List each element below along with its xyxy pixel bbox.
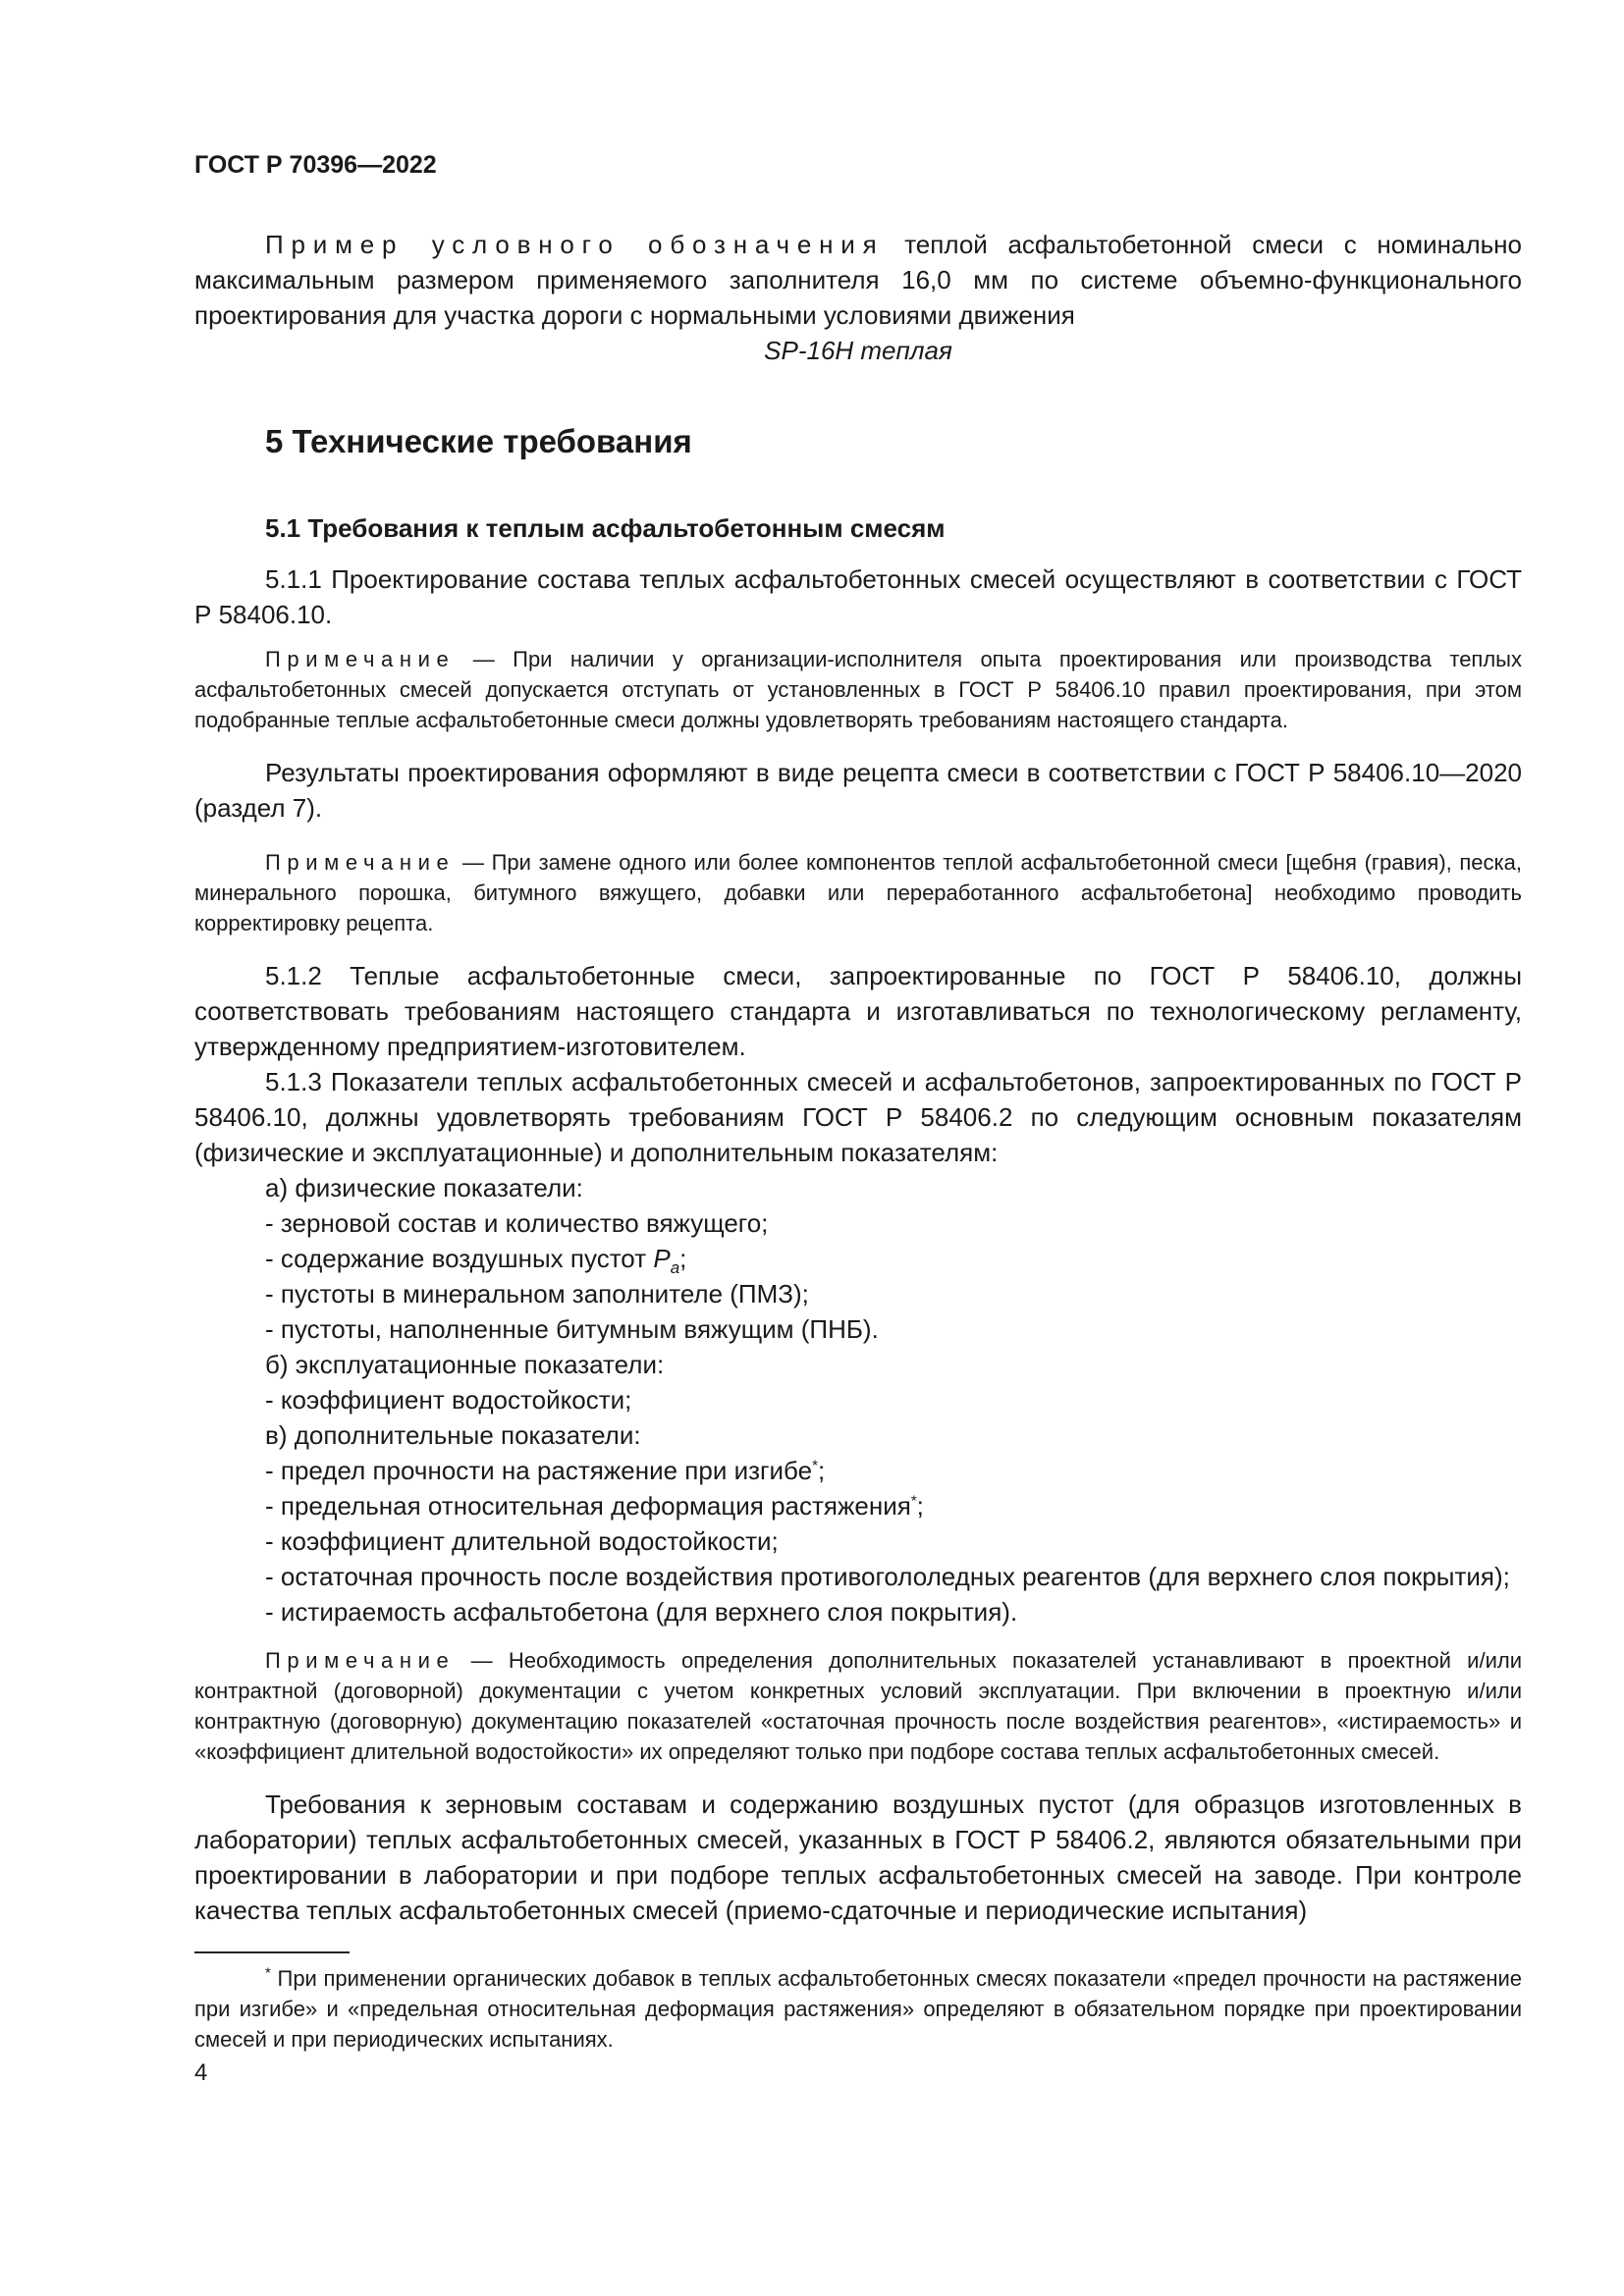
footnote: [194, 1963, 1522, 2055]
list-item-punct: ;: [916, 1491, 924, 1521]
footnote-text: При применении органических добавок в теплых асфальтобетонных смесях показатели «предел прочности на растяжение при изгибе» и «предельная относительная деформация растяжения» определяют в обязательном порядке при проектировании смесей и при периодических испытаниях.: [194, 1966, 1522, 2052]
list-item: [194, 1453, 1522, 1488]
list-item: [194, 1241, 1522, 1276]
list-item: - пустоты в минеральном заполнителе (ПМЗ);: [265, 1279, 809, 1308]
paragraph-5-1-2: 5.1.2 Теплые асфальтобетонные смеси, запроектированные по ГОСТ Р 58406.10, должны соответствовать требованиям настоящего стандарта и изготавливаться по технологическому регламенту, утвержденному предприятием-изготовителем.: [194, 961, 1522, 1061]
subsection-title: 5.1 Требования к теплым асфальтобетонным смесям: [265, 513, 946, 543]
list-item: - истираемость асфальтобетона (для верхнего слоя покрытия).: [265, 1597, 1018, 1627]
note-text: — При наличии у организации-исполнителя опыта проектирования или производства теплых асфальтобетонных смесей допускается отступать от установленных в ГОСТ Р 58406.10 правил проектирования, при этом подобранные теплые асфальтобетонные смеси должны удовлетворять требованиям настоящего стандарта.: [194, 647, 1522, 732]
example-text: теплой асфальтобетонной смеси с номинально максимальным размером применяемого заполнителя 16,0 мм по системе объемно-функционального проектирования для участка дороги с нормальными условиями движения: [194, 230, 1522, 330]
footnote-mark: *: [265, 1964, 271, 1982]
footnote-mark: *: [910, 1492, 917, 1510]
list-item: в) дополнительные показатели:: [265, 1420, 641, 1450]
list-item-text: - содержание воздушных пустот: [265, 1244, 654, 1273]
list-item-punct: ;: [817, 1456, 826, 1485]
document-header: ГОСТ Р 70396—2022: [194, 151, 437, 179]
example-designation: SP-16Н теплая: [764, 336, 952, 365]
paragraph-results: Результаты проектирования оформляют в виде рецепта смеси в соответствии с ГОСТ Р 58406.10—2020 (раздел 7).: [194, 758, 1522, 823]
note-text: — При замене одного или более компонентов теплой асфальтобетонной смеси [щебня (гравия), песка, минерального порошка, битумного вяжущего, добавки или переработанного асфальтобетона] необходимо проводить корректировку рецепта.: [194, 850, 1522, 935]
page-content: [194, 147, 1522, 1940]
list-item-punct: ;: [679, 1244, 687, 1273]
section-title: 5 Технические требования: [265, 423, 692, 459]
note-label: Примечание: [265, 850, 456, 875]
example-paragraph: [194, 227, 1522, 333]
paragraph-5-1-1: 5.1.1 Проектирование состава теплых асфальтобетонных смесей осуществляют в соответствии с ГОСТ Р 58406.10.: [194, 564, 1522, 629]
example-label: Пример условного обозначения: [265, 230, 885, 259]
list-item: [194, 1488, 1522, 1523]
footnote-mark: *: [812, 1457, 818, 1474]
paragraph-5-1-3: 5.1.3 Показатели теплых асфальтобетонных смесей и асфальтобетонов, запроектированных по ГОСТ Р 58406.10, должны удовлетворять требованиям ГОСТ Р 58406.2 по следующим основным показателям (физические и эксплуатационные) и дополнительным показателям:: [194, 1067, 1522, 1167]
list-item: а) физические показатели:: [265, 1173, 583, 1202]
note-2: [194, 847, 1522, 938]
note-1: [194, 644, 1522, 735]
paragraph-requirements: Требования к зерновым составам и содержанию воздушных пустот (для образцов изготовленных в лаборатории) теплых асфальтобетонных смесей, указанных в ГОСТ Р 58406.2, являются обязательными при проектировании в лаборатории и при подборе теплых асфальтобетонных смесей на заводе. При контроле качества теплых асфальтобетонных смесей (приемо-сдаточные и периодические испытания): [194, 1789, 1522, 1925]
variable-subscript: a: [670, 1258, 680, 1278]
page-number: 4: [194, 2059, 208, 2086]
list-item-text: - предел прочности на растяжение при изгибе: [265, 1456, 813, 1485]
note-3: [194, 1645, 1522, 1767]
note-label: Примечание: [265, 1648, 456, 1673]
indicator-list: [194, 1170, 1522, 1629]
variable-symbol: P: [653, 1244, 671, 1273]
list-item: - зерновой состав и количество вяжущего;: [265, 1208, 769, 1238]
footnote-divider: [194, 1951, 350, 1953]
list-item: - коэффициент длительной водостойкости;: [265, 1526, 779, 1556]
list-item: - остаточная прочность после воздействия противогололедных реагентов (для верхнего слоя покрытия);: [265, 1562, 1510, 1591]
list-item: - пустоты, наполненные битумным вяжущим (ПНБ).: [265, 1314, 879, 1344]
list-item: б) эксплуатационные показатели:: [265, 1350, 665, 1379]
list-item: - коэффициент водостойкости;: [265, 1385, 632, 1415]
list-item-text: - предельная относительная деформация растяжения: [265, 1491, 911, 1521]
note-text: — Необходимость определения дополнительных показателей устанавливают в проектной и/или контрактной (договорной) документации с учетом конкретных условий эксплуатации. При включении в проектную и/или контрактную (договорную) документацию показателей «остаточная прочность после воздействия реагентов», «истираемость» и «коэффициент длительной водостойкости» их определяют только при подборе состава теплых асфальтобетонных смесей.: [194, 1648, 1522, 1764]
note-label: Примечание: [265, 647, 456, 671]
